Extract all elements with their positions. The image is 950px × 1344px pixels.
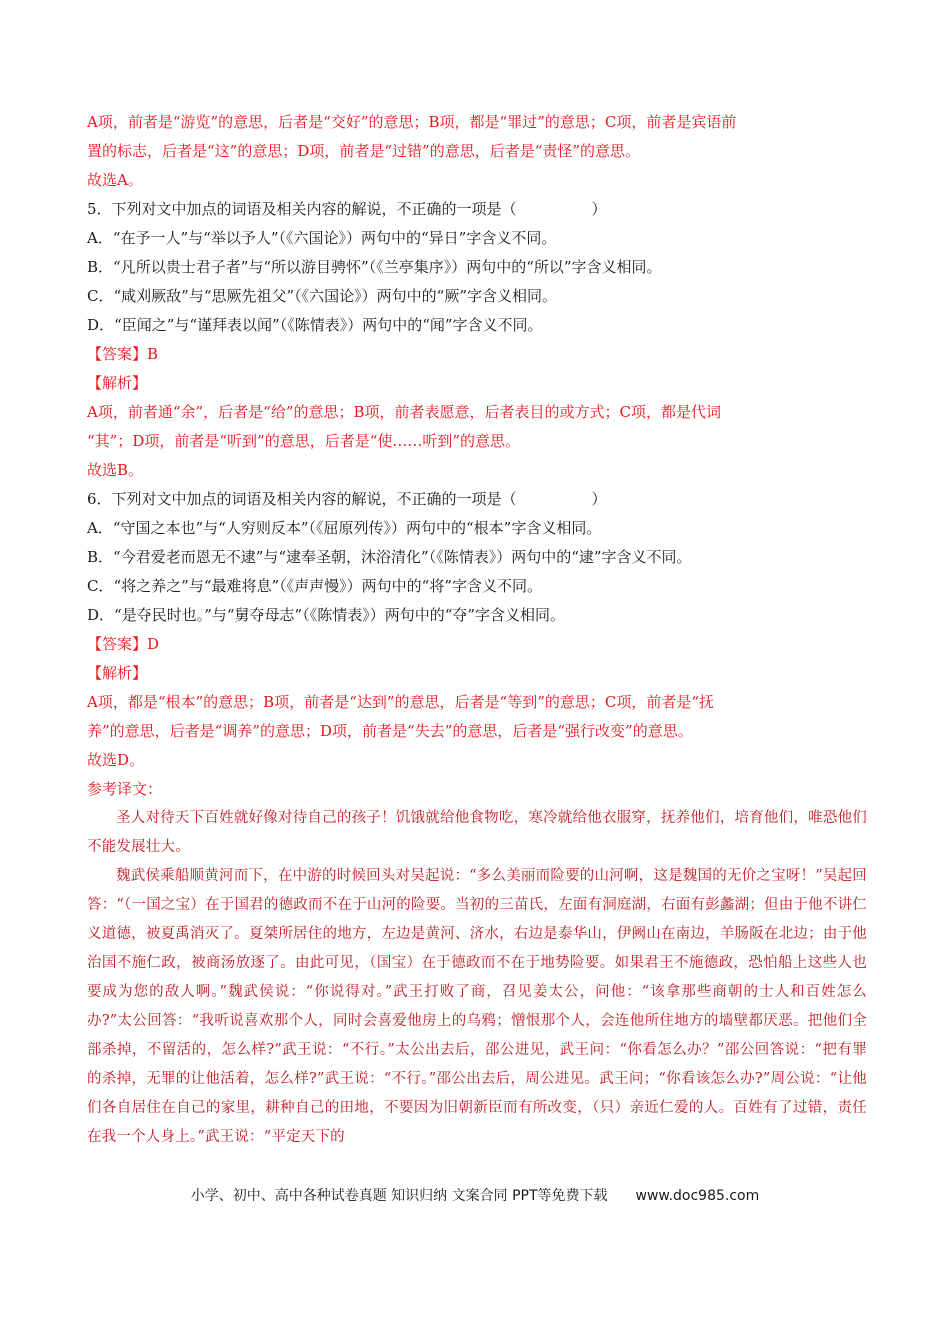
footer-text: 小学、初中、高中各种试卷真题 知识归纳 文案合同 PPT等免费下载: [190, 1188, 608, 1204]
q6-answer: 【答案】D: [87, 635, 160, 653]
translation-label: 参考译文：: [87, 780, 163, 798]
q6-analysis-line-1: A项，都是“根本”的意思；B项，前者是“达到”的意思，后者是“等到”的意思；C项，前者是“抚: [87, 693, 715, 711]
q6-option-a: A．“守国之本也”与“人穷则反本”（《屈原列传》）两句中的“根本”字含义相同。: [87, 519, 602, 537]
q5-option-b: B．“凡所以贵士君子者”与“所以游目骋怀”（《兰亭集序》）两句中的“所以”字含义相同。: [87, 258, 662, 276]
q5-option-c: C．“咸刈厥敌”与“思厥先祖父”（《六国论》）两句中的“厥”字含义相同。: [87, 287, 557, 305]
q6-conclusion: 故选D。: [87, 751, 145, 769]
q6-option-d: D．“是夺民时也。”与“舅夺母志”（《陈情表》）两句中的“夺”字含义相同。: [87, 606, 566, 624]
page-content: [87, 108, 867, 1152]
q5-answer: 【答案】B: [87, 345, 159, 363]
page-footer: [0, 1185, 950, 1205]
q5-analysis-label: 【解析】: [87, 374, 148, 392]
prev-analysis-line-2: 置的标志，后者是“这”的意思；D项，前者是“过错”的意思，后者是“责怪”的意思。: [87, 142, 641, 160]
q5-analysis-line-2: “其”；D项，前者是“听到”的意思，后者是“使……听到”的意思。: [87, 432, 521, 450]
q6-option-b: B．“今君爱老而恩无不逮”与“逮奉圣朝，沐浴清化”（《陈情表》）两句中的“逮”字含义不同。: [87, 548, 692, 566]
q6-option-c: C．“将之养之”与“最难将息”（《声声慢》）两句中的“将”字含义不同。: [87, 577, 542, 595]
prev-analysis-line-1: A项，前者是“游览”的意思，后者是“交好”的意思；B项，都是“罪过”的意思；C项，前者是宾语前: [87, 113, 737, 131]
footer-url[interactable]: www.doc985.com: [635, 1188, 760, 1204]
q5-analysis-line-1: A项，前者通“余”，后者是“给”的意思；B项，前者表愿意，后者表目的或方式；C项，都是代词: [87, 403, 722, 421]
q6-analysis-line-2: 养”的意思，后者是“调养”的意思；D项，前者是“失去”的意思，后者是“强行改变”的意思。: [87, 722, 693, 740]
q6-stem: 6．下列对文中加点的词语及相关内容的解说，不正确的一项是（ ）: [87, 490, 607, 508]
q6-analysis-label: 【解析】: [87, 664, 148, 682]
translation-paragraph-2: 魏武侯乘船顺黄河而下，在中游的时候回头对吴起说：“多么美丽而险要的山河啊，这是魏国的无价之宝呀！”吴起回答：“（一国之宝）在于国君的德政而不在于山河的险要。当初的三苗氏，左面有洞庭湖，右面有彭蠡湖；但由于他不讲仁义道德，被夏禹消灭了。夏桀所居住的地方，左边是黄河、济水，右边是泰华山，伊阙山在南边，羊肠阪在北边；由于他治国不施仁政，被商汤放逐了。由此可见，（国宝）在于德政而不在于地势险要。如果君王不施德政，恐怕船上这些人也要成为您的敌人啊。”魏武侯说：“你说得对。”武王打败了商，召见姜太公，问他：“该拿那些商朝的士人和百姓怎么办?”太公回答：“我听说喜欢那个人，同时会喜爱他房上的乌鸦；憎恨那个人，会连他所住地方的墙壁都厌恶。把他们全部杀掉，不留活的，怎么样?”武王说：“不行。”太公出去后，邵公进见，武王问：“你看怎么办？”邵公回答说：“把有罪的杀掉，无罪的让他活着，怎么样?”武王说：“不行。”邵公出去后，周公进见。武王问；“你看该怎么办?”周公说：“让他们各自居住在自己的家里，耕种自己的田地，不要因为旧朝新臣而有所改变，（只）亲近仁爱的人。百姓有了过错，责任在我一个人身上。”武王说：“平定天下的: [87, 868, 867, 1145]
q5-option-d: D．“臣闻之”与“谨拜表以闻”（《陈情表》）两句中的“闻”字含义不同。: [87, 316, 543, 334]
q5-stem: 5．下列对文中加点的词语及相关内容的解说，不正确的一项是（ ）: [87, 200, 607, 218]
translation-paragraph-1: 圣人对待天下百姓就好像对待自己的孩子！饥饿就给他食物吃，寒冷就给他衣服穿，抚养他们，培育他们，唯恐他们不能发展壮大。: [87, 810, 867, 855]
q5-option-a: A．“在予一人”与“举以予人”（《六国论》）两句中的“异日”字含义不同。: [87, 229, 557, 247]
q5-conclusion: 故选B。: [87, 461, 144, 479]
prev-conclusion: 故选A。: [87, 171, 143, 189]
